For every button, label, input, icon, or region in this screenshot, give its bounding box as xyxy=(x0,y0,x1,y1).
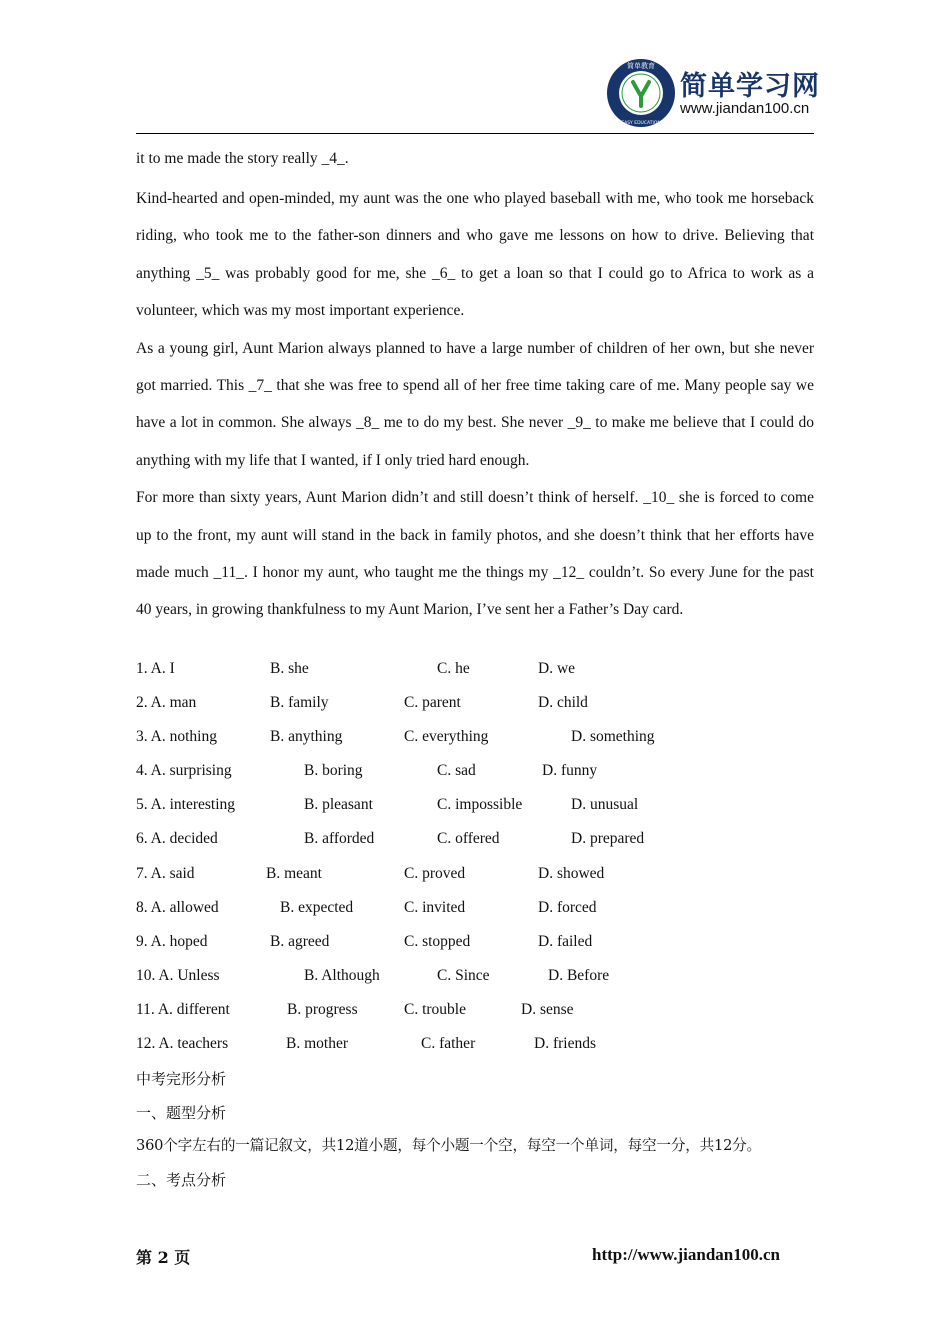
question-row xyxy=(136,963,814,997)
option-d: D. showed xyxy=(538,864,605,882)
question-row xyxy=(136,861,814,895)
option-a: 7. A. said xyxy=(136,864,195,882)
option-d: D. friends xyxy=(534,1035,596,1053)
option-a: 1. A. I xyxy=(136,660,175,677)
option-d: D. failed xyxy=(538,932,593,950)
option-d: D. unusual xyxy=(571,796,639,814)
option-c: C. trouble xyxy=(404,1000,466,1018)
option-a: 9. A. hoped xyxy=(136,932,208,950)
analysis-section xyxy=(136,1066,836,1200)
option-c: C. offered xyxy=(437,830,500,848)
passage xyxy=(136,146,814,629)
option-c: C. everything xyxy=(404,728,489,746)
seal-top-text: 简单教育 xyxy=(627,62,655,70)
question-options xyxy=(136,656,814,1065)
option-b: B. agreed xyxy=(270,932,330,950)
brand-url[interactable]: www.jiandan100.cn xyxy=(680,100,810,117)
option-d: D. we xyxy=(538,660,576,677)
option-d: D. funny xyxy=(542,762,598,780)
option-b: B. mother xyxy=(286,1035,348,1053)
option-d: D. Before xyxy=(548,966,610,984)
option-b: B. she xyxy=(270,660,309,677)
option-c: C. parent xyxy=(404,694,461,712)
question-row xyxy=(136,724,814,758)
passage-paragraph-3: For more than sixty years, Aunt Marion didn’t and still doesn’t think of herself. _10_ she is forced to come up to the front, my aunt will stand in the back in family photos, and she doesn’t think that her efforts have made much _11_. I honor my aunt, who taught me the things my _12_ couldn’t. So every June for the past 40 years, in growing thankfulness to my Aunt Marion, I’ve sent her a Father’s Day card. xyxy=(136,489,814,619)
option-b: B. anything xyxy=(270,728,343,746)
option-d: D. something xyxy=(571,728,655,746)
option-c: C. invited xyxy=(404,898,466,916)
question-row xyxy=(136,656,814,690)
option-b: B. family xyxy=(270,694,329,712)
analysis-title: 中考完形分析 xyxy=(136,1070,227,1088)
option-d: D. sense xyxy=(521,1000,574,1018)
seal-logo-icon xyxy=(606,58,676,128)
option-d: D. prepared xyxy=(571,830,645,848)
question-row xyxy=(136,758,814,792)
option-c: C. impossible xyxy=(437,796,523,814)
option-c: C. sad xyxy=(437,762,476,780)
option-b: B. Although xyxy=(304,966,380,984)
option-a: 4. A. surprising xyxy=(136,762,232,780)
option-a: 11. A. different xyxy=(136,1000,230,1018)
option-a: 6. A. decided xyxy=(136,830,218,848)
page-number: 第 2 页 xyxy=(136,1248,191,1267)
option-b: B. progress xyxy=(287,1000,358,1018)
footer-url-link[interactable]: http://www.jiandan100.cn xyxy=(592,1245,780,1264)
option-b: B. boring xyxy=(304,762,363,780)
question-row xyxy=(136,792,814,826)
option-a: 8. A. allowed xyxy=(136,898,219,916)
question-row xyxy=(136,1031,814,1065)
question-row xyxy=(136,690,814,724)
question-row xyxy=(136,895,814,929)
option-a: 3. A. nothing xyxy=(136,728,217,746)
analysis-text-1: 360个字左右的一篇记叙文，共12道小题，每个小题一个空，每空一个单词，每空一分，共12分。 xyxy=(136,1137,761,1154)
option-a: 2. A. man xyxy=(136,694,197,712)
option-c: C. Since xyxy=(437,966,490,984)
analysis-heading-1: 一、题型分析 xyxy=(136,1103,227,1122)
option-b: B. afforded xyxy=(304,830,375,848)
passage-paragraph-2: As a young girl, Aunt Marion always planned to have a large number of children of her own, but she never got married. This _7_ that she was free to spend all of her free time taking care of me. Many people say we have a lot in common. She always _8_ me to do my best. She never _9_ to make me believe that I could do anything with my life that I wanted, if I only tried hard enough. xyxy=(136,339,814,469)
option-a: 10. A. Unless xyxy=(136,966,220,984)
question-row xyxy=(136,997,814,1031)
option-a: 5. A. interesting xyxy=(136,796,236,814)
brand-name: 简单学习网 xyxy=(680,71,820,102)
passage-line-continued: it to me made the story really _4_. xyxy=(136,150,349,167)
option-d: D. forced xyxy=(538,898,597,916)
question-row xyxy=(136,826,814,860)
analysis-heading-2: 二、考点分析 xyxy=(136,1170,227,1189)
option-c: C. father xyxy=(421,1035,476,1053)
option-a: 12. A. teachers xyxy=(136,1035,229,1053)
option-d: D. child xyxy=(538,694,588,712)
option-b: B. meant xyxy=(266,864,322,882)
seal-bottom-text: EASY EDUCATION xyxy=(621,121,661,126)
option-b: B. pleasant xyxy=(304,796,373,814)
option-c: C. stopped xyxy=(404,932,471,950)
option-b: B. expected xyxy=(280,898,354,916)
option-c: C. he xyxy=(437,660,470,677)
header-divider xyxy=(136,133,814,134)
site-logo[interactable] xyxy=(606,58,820,132)
passage-paragraph-1: Kind-hearted and open-minded, my aunt was the one who played baseball with me, who took me horseback riding, who took me to the father-son dinners and who gave me lessons on how to drive. Believing that anything _5_ was probably good for me, she _6_ to get a loan so that I could go to Africa to work as a volunteer, which was my most important experience. xyxy=(136,190,814,320)
option-c: C. proved xyxy=(404,864,466,882)
question-row xyxy=(136,929,814,963)
